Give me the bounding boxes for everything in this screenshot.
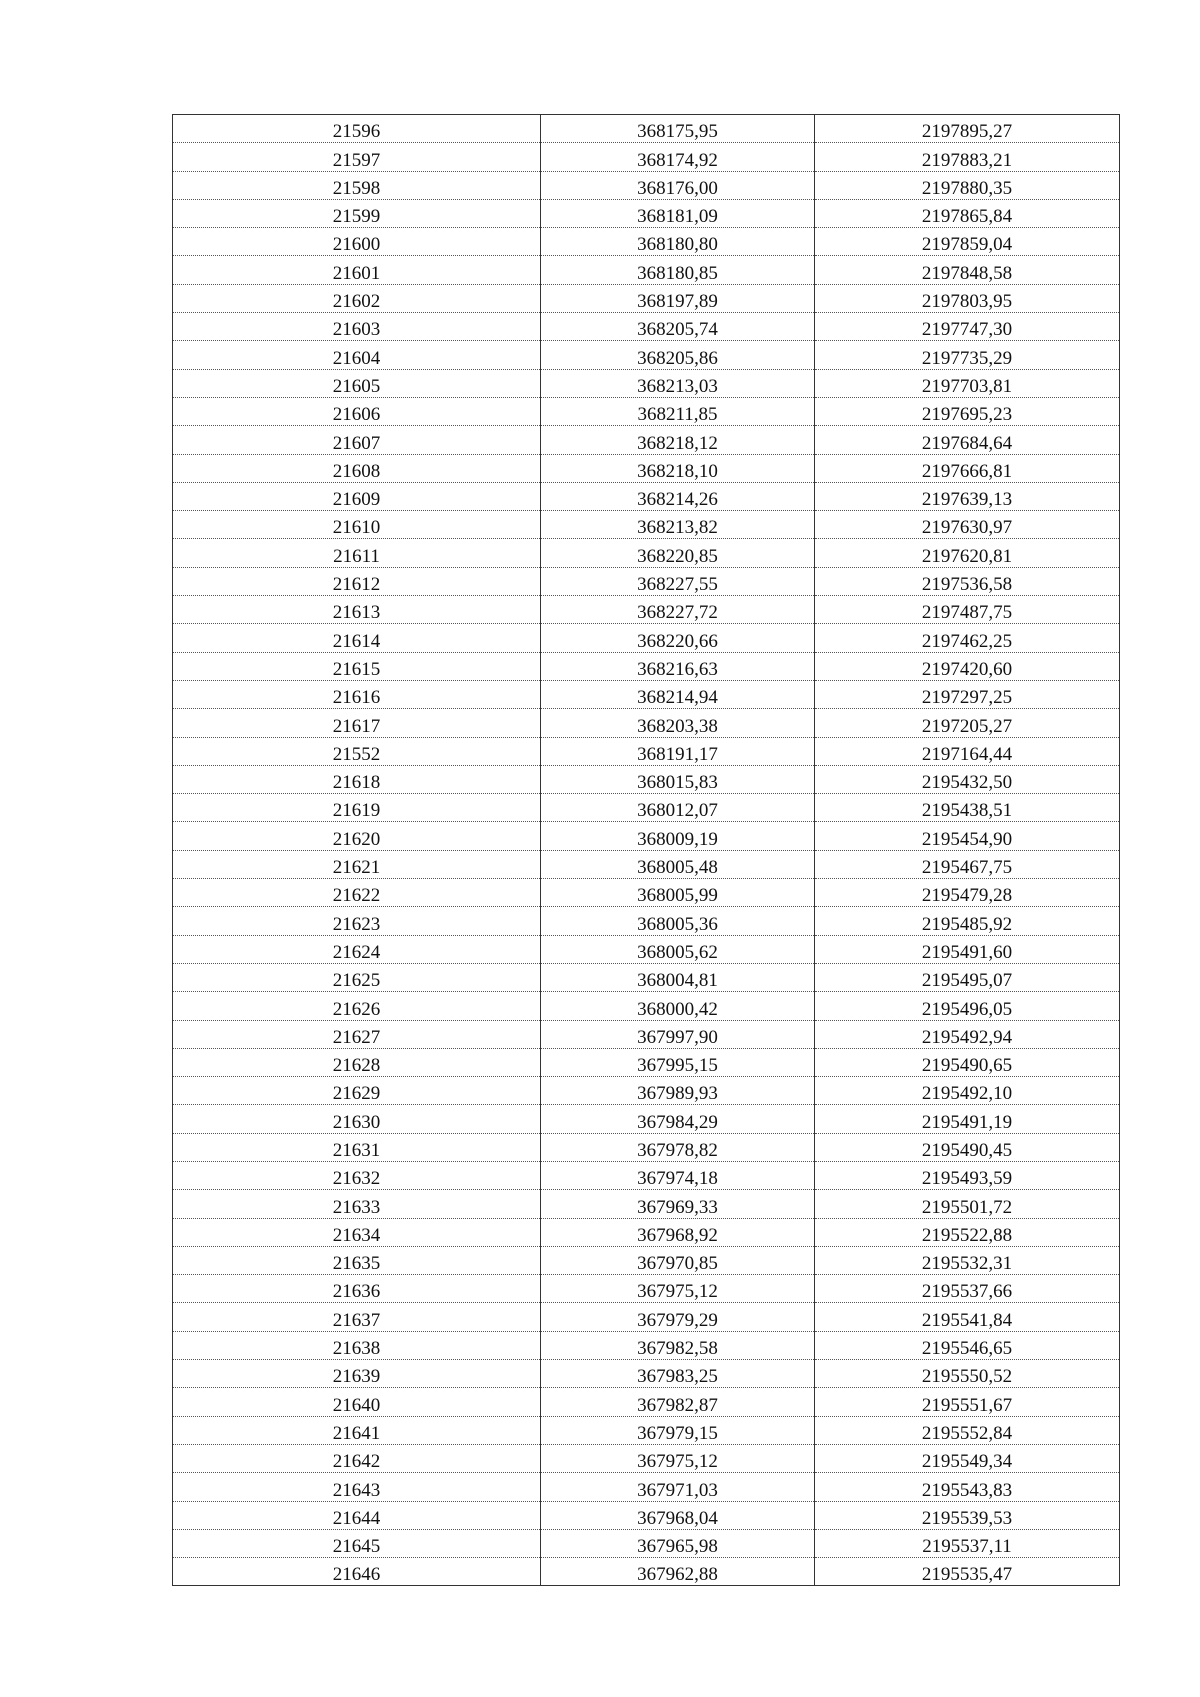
point-number-cell: 21618: [173, 765, 541, 793]
x-coordinate-cell: 368214,26: [541, 482, 815, 510]
point-number-cell: 21626: [173, 992, 541, 1020]
x-coordinate-cell: 368218,10: [541, 454, 815, 482]
y-coordinate-cell: 2195546,65: [815, 1331, 1120, 1359]
y-coordinate-cell: 2197895,27: [815, 115, 1120, 143]
table-row: [173, 1048, 1120, 1076]
x-coordinate-cell: 367979,29: [541, 1303, 815, 1331]
table-row: [173, 228, 1120, 256]
y-coordinate-cell: 2195550,52: [815, 1360, 1120, 1388]
point-number-cell: 21635: [173, 1246, 541, 1274]
table-row: [173, 879, 1120, 907]
point-number-cell: 21614: [173, 624, 541, 652]
x-coordinate-cell: 368211,85: [541, 397, 815, 425]
point-number-cell: 21600: [173, 228, 541, 256]
y-coordinate-cell: 2197695,23: [815, 397, 1120, 425]
point-number-cell: 21602: [173, 284, 541, 312]
table-row: [173, 1501, 1120, 1529]
y-coordinate-cell: 2197865,84: [815, 199, 1120, 227]
table-row: [173, 369, 1120, 397]
y-coordinate-cell: 2195479,28: [815, 879, 1120, 907]
x-coordinate-cell: 368176,00: [541, 171, 815, 199]
y-coordinate-cell: 2195490,45: [815, 1133, 1120, 1161]
table-row: [173, 1529, 1120, 1557]
point-number-cell: 21616: [173, 680, 541, 708]
point-number-cell: 21627: [173, 1020, 541, 1048]
y-coordinate-cell: 2195467,75: [815, 850, 1120, 878]
x-coordinate-cell: 367975,12: [541, 1275, 815, 1303]
table-row: [173, 143, 1120, 171]
x-coordinate-cell: 368000,42: [541, 992, 815, 1020]
point-number-cell: 21628: [173, 1048, 541, 1076]
point-number-cell: 21631: [173, 1133, 541, 1161]
point-number-cell: 21623: [173, 907, 541, 935]
table-row: [173, 426, 1120, 454]
x-coordinate-cell: 368216,63: [541, 652, 815, 680]
table-row: [173, 1218, 1120, 1246]
table-row: [173, 1133, 1120, 1161]
point-number-cell: 21596: [173, 115, 541, 143]
x-coordinate-cell: 367978,82: [541, 1133, 815, 1161]
point-number-cell: 21606: [173, 397, 541, 425]
table-row: [173, 1190, 1120, 1218]
x-coordinate-cell: 368203,38: [541, 709, 815, 737]
y-coordinate-cell: 2195522,88: [815, 1218, 1120, 1246]
y-coordinate-cell: 2197164,44: [815, 737, 1120, 765]
y-coordinate-cell: 2195432,50: [815, 765, 1120, 793]
point-number-cell: 21609: [173, 482, 541, 510]
coordinates-table-body: [173, 115, 1120, 1586]
x-coordinate-cell: 368181,09: [541, 199, 815, 227]
y-coordinate-cell: 2195438,51: [815, 794, 1120, 822]
x-coordinate-cell: 367970,85: [541, 1246, 815, 1274]
table-row: [173, 171, 1120, 199]
point-number-cell: 21610: [173, 511, 541, 539]
x-coordinate-cell: 368197,89: [541, 284, 815, 312]
point-number-cell: 21601: [173, 256, 541, 284]
table-row: [173, 313, 1120, 341]
x-coordinate-cell: 367965,98: [541, 1529, 815, 1557]
y-coordinate-cell: 2195501,72: [815, 1190, 1120, 1218]
x-coordinate-cell: 368191,17: [541, 737, 815, 765]
y-coordinate-cell: 2195454,90: [815, 822, 1120, 850]
table-row: [173, 1444, 1120, 1472]
x-coordinate-cell: 367989,93: [541, 1077, 815, 1105]
point-number-cell: 21608: [173, 454, 541, 482]
table-row: [173, 1077, 1120, 1105]
x-coordinate-cell: 368180,80: [541, 228, 815, 256]
point-number-cell: 21637: [173, 1303, 541, 1331]
y-coordinate-cell: 2195543,83: [815, 1473, 1120, 1501]
point-number-cell: 21642: [173, 1444, 541, 1472]
point-number-cell: 21599: [173, 199, 541, 227]
x-coordinate-cell: 367968,92: [541, 1218, 815, 1246]
table-row: [173, 850, 1120, 878]
x-coordinate-cell: 368220,66: [541, 624, 815, 652]
y-coordinate-cell: 2195537,11: [815, 1529, 1120, 1557]
table-row: [173, 397, 1120, 425]
x-coordinate-cell: 367969,33: [541, 1190, 815, 1218]
table-row: [173, 709, 1120, 737]
table-row: [173, 1275, 1120, 1303]
table-row: [173, 1331, 1120, 1359]
y-coordinate-cell: 2197747,30: [815, 313, 1120, 341]
y-coordinate-cell: 2197684,64: [815, 426, 1120, 454]
point-number-cell: 21632: [173, 1161, 541, 1189]
table-row: [173, 794, 1120, 822]
y-coordinate-cell: 2197536,58: [815, 567, 1120, 595]
x-coordinate-cell: 368012,07: [541, 794, 815, 822]
table-row: [173, 652, 1120, 680]
x-coordinate-cell: 368005,99: [541, 879, 815, 907]
table-row: [173, 567, 1120, 595]
x-coordinate-cell: 368180,85: [541, 256, 815, 284]
x-coordinate-cell: 367982,87: [541, 1388, 815, 1416]
point-number-cell: 21639: [173, 1360, 541, 1388]
table-row: [173, 1020, 1120, 1048]
y-coordinate-cell: 2197883,21: [815, 143, 1120, 171]
x-coordinate-cell: 368009,19: [541, 822, 815, 850]
x-coordinate-cell: 368005,36: [541, 907, 815, 935]
point-number-cell: 21645: [173, 1529, 541, 1557]
table-row: [173, 115, 1120, 143]
point-number-cell: 21622: [173, 879, 541, 907]
table-row: [173, 1558, 1120, 1586]
point-number-cell: 21611: [173, 539, 541, 567]
point-number-cell: 21617: [173, 709, 541, 737]
y-coordinate-cell: 2197420,60: [815, 652, 1120, 680]
y-coordinate-cell: 2197487,75: [815, 596, 1120, 624]
point-number-cell: 21605: [173, 369, 541, 397]
x-coordinate-cell: 367975,12: [541, 1444, 815, 1472]
table-row: [173, 454, 1120, 482]
table-row: [173, 1303, 1120, 1331]
y-coordinate-cell: 2197630,97: [815, 511, 1120, 539]
y-coordinate-cell: 2195552,84: [815, 1416, 1120, 1444]
y-coordinate-cell: 2197205,27: [815, 709, 1120, 737]
point-number-cell: 21638: [173, 1331, 541, 1359]
y-coordinate-cell: 2195490,65: [815, 1048, 1120, 1076]
table-row: [173, 1161, 1120, 1189]
y-coordinate-cell: 2195541,84: [815, 1303, 1120, 1331]
point-number-cell: 21598: [173, 171, 541, 199]
table-row: [173, 1416, 1120, 1444]
table-row: [173, 935, 1120, 963]
point-number-cell: 21552: [173, 737, 541, 765]
x-coordinate-cell: 367983,25: [541, 1360, 815, 1388]
x-coordinate-cell: 368227,72: [541, 596, 815, 624]
point-number-cell: 21630: [173, 1105, 541, 1133]
y-coordinate-cell: 2195491,60: [815, 935, 1120, 963]
table-row: [173, 1388, 1120, 1416]
x-coordinate-cell: 368205,86: [541, 341, 815, 369]
point-number-cell: 21612: [173, 567, 541, 595]
y-coordinate-cell: 2197803,95: [815, 284, 1120, 312]
y-coordinate-cell: 2195492,10: [815, 1077, 1120, 1105]
x-coordinate-cell: 368218,12: [541, 426, 815, 454]
point-number-cell: 21619: [173, 794, 541, 822]
table-row: [173, 539, 1120, 567]
point-number-cell: 21633: [173, 1190, 541, 1218]
point-number-cell: 21597: [173, 143, 541, 171]
y-coordinate-cell: 2195493,59: [815, 1161, 1120, 1189]
y-coordinate-cell: 2195535,47: [815, 1558, 1120, 1586]
point-number-cell: 21634: [173, 1218, 541, 1246]
point-number-cell: 21620: [173, 822, 541, 850]
x-coordinate-cell: 367968,04: [541, 1501, 815, 1529]
x-coordinate-cell: 368174,92: [541, 143, 815, 171]
table-row: [173, 511, 1120, 539]
table-row: [173, 1246, 1120, 1274]
table-row: [173, 624, 1120, 652]
y-coordinate-cell: 2197666,81: [815, 454, 1120, 482]
x-coordinate-cell: 367997,90: [541, 1020, 815, 1048]
point-number-cell: 21636: [173, 1275, 541, 1303]
table-row: [173, 596, 1120, 624]
table-row: [173, 1105, 1120, 1133]
table-row: [173, 907, 1120, 935]
y-coordinate-cell: 2197639,13: [815, 482, 1120, 510]
x-coordinate-cell: 367995,15: [541, 1048, 815, 1076]
x-coordinate-cell: 368005,62: [541, 935, 815, 963]
table-row: [173, 822, 1120, 850]
y-coordinate-cell: 2197703,81: [815, 369, 1120, 397]
table-row: [173, 256, 1120, 284]
point-number-cell: 21625: [173, 963, 541, 991]
y-coordinate-cell: 2195537,66: [815, 1275, 1120, 1303]
y-coordinate-cell: 2197297,25: [815, 680, 1120, 708]
point-number-cell: 21640: [173, 1388, 541, 1416]
point-number-cell: 21603: [173, 313, 541, 341]
x-coordinate-cell: 368213,82: [541, 511, 815, 539]
table-row: [173, 963, 1120, 991]
table-row: [173, 284, 1120, 312]
y-coordinate-cell: 2195491,19: [815, 1105, 1120, 1133]
point-number-cell: 21613: [173, 596, 541, 624]
x-coordinate-cell: 368227,55: [541, 567, 815, 595]
table-row: [173, 482, 1120, 510]
y-coordinate-cell: 2195496,05: [815, 992, 1120, 1020]
y-coordinate-cell: 2195551,67: [815, 1388, 1120, 1416]
y-coordinate-cell: 2197735,29: [815, 341, 1120, 369]
table-row: [173, 680, 1120, 708]
table-row: [173, 199, 1120, 227]
table-row: [173, 341, 1120, 369]
y-coordinate-cell: 2195495,07: [815, 963, 1120, 991]
point-number-cell: 21643: [173, 1473, 541, 1501]
point-number-cell: 21644: [173, 1501, 541, 1529]
table-row: [173, 765, 1120, 793]
x-coordinate-cell: 367979,15: [541, 1416, 815, 1444]
x-coordinate-cell: 368015,83: [541, 765, 815, 793]
y-coordinate-cell: 2195539,53: [815, 1501, 1120, 1529]
point-number-cell: 21615: [173, 652, 541, 680]
x-coordinate-cell: 368213,03: [541, 369, 815, 397]
y-coordinate-cell: 2195485,92: [815, 907, 1120, 935]
y-coordinate-cell: 2195492,94: [815, 1020, 1120, 1048]
y-coordinate-cell: 2197880,35: [815, 171, 1120, 199]
x-coordinate-cell: 367974,18: [541, 1161, 815, 1189]
point-number-cell: 21621: [173, 850, 541, 878]
x-coordinate-cell: 368214,94: [541, 680, 815, 708]
x-coordinate-cell: 367962,88: [541, 1558, 815, 1586]
y-coordinate-cell: 2195532,31: [815, 1246, 1120, 1274]
y-coordinate-cell: 2197859,04: [815, 228, 1120, 256]
y-coordinate-cell: 2197620,81: [815, 539, 1120, 567]
point-number-cell: 21607: [173, 426, 541, 454]
x-coordinate-cell: 368220,85: [541, 539, 815, 567]
point-number-cell: 21604: [173, 341, 541, 369]
y-coordinate-cell: 2197848,58: [815, 256, 1120, 284]
x-coordinate-cell: 368005,48: [541, 850, 815, 878]
x-coordinate-cell: 367971,03: [541, 1473, 815, 1501]
x-coordinate-cell: 367982,58: [541, 1331, 815, 1359]
point-number-cell: 21629: [173, 1077, 541, 1105]
table-row: [173, 737, 1120, 765]
coordinates-table: [172, 114, 1120, 1586]
x-coordinate-cell: 368175,95: [541, 115, 815, 143]
y-coordinate-cell: 2195549,34: [815, 1444, 1120, 1472]
table-row: [173, 992, 1120, 1020]
x-coordinate-cell: 367984,29: [541, 1105, 815, 1133]
point-number-cell: 21624: [173, 935, 541, 963]
x-coordinate-cell: 368004,81: [541, 963, 815, 991]
y-coordinate-cell: 2197462,25: [815, 624, 1120, 652]
table-row: [173, 1473, 1120, 1501]
point-number-cell: 21641: [173, 1416, 541, 1444]
x-coordinate-cell: 368205,74: [541, 313, 815, 341]
point-number-cell: 21646: [173, 1558, 541, 1586]
table-row: [173, 1360, 1120, 1388]
